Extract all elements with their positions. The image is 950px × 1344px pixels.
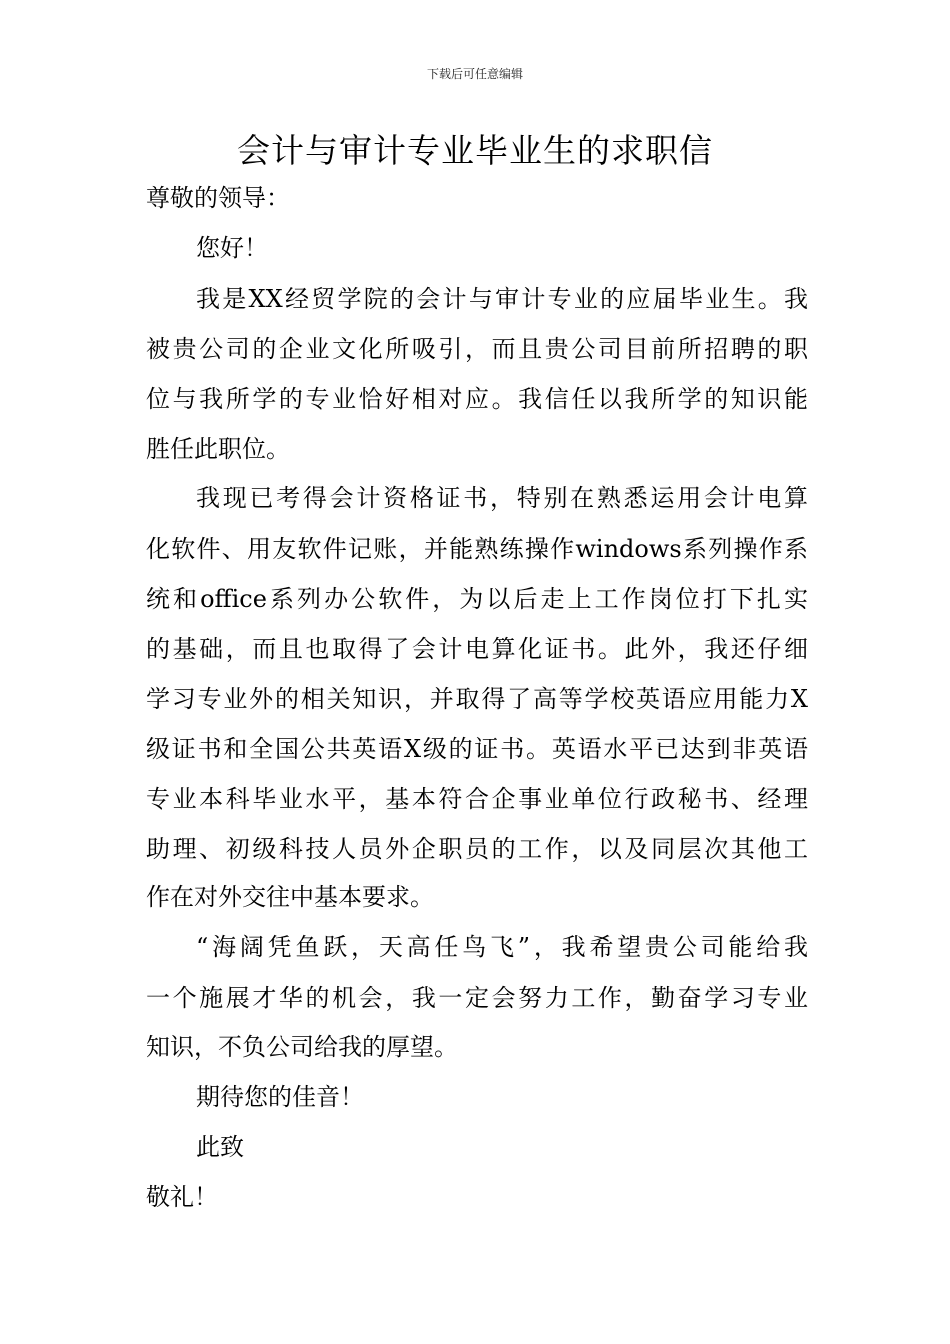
salutation: 尊敬的领导： <box>146 184 290 212</box>
paragraph-1-line-1: 我是XX经贸学院的会计与审计专业的应届毕业生。我 <box>196 285 808 313</box>
paragraph-2-line-5: 学习专业外的相关知识，并取得了高等学校英语应用能力X <box>146 685 808 713</box>
paragraph-2-line-1: 我现已考得会计资格证书，特别在熟悉运用会计电算 <box>196 484 808 512</box>
paragraph-1-line-2: 被贵公司的企业文化所吸引，而且贵公司目前所招聘的职 <box>146 335 808 363</box>
page-title: 会计与审计专业毕业生的求职信 <box>237 131 713 170</box>
paragraph-1-line-4: 胜任此职位。 <box>146 435 290 463</box>
closing-jingli: 敬礼！ <box>146 1183 218 1211</box>
paragraph-2-line-2: 化软件、用友软件记账，并能熟练操作windows系列操作系 <box>146 535 808 563</box>
paragraph-1-line-3: 位与我所学的专业恰好相对应。我信任以我所学的知识能 <box>146 385 808 413</box>
header-note: 下载后可任意编辑 <box>426 67 523 81</box>
paragraph-3-line-3: 知识，不负公司给我的厚望。 <box>146 1033 458 1061</box>
closing-hope: 期待您的佳音！ <box>196 1083 364 1111</box>
paragraph-2-line-4: 的基础，而且也取得了会计电算化证书。此外，我还仔细 <box>146 635 808 663</box>
paragraph-2-line-8: 助理、初级科技人员外企职员的工作，以及同层次其他工 <box>146 835 808 863</box>
closing-cizhi: 此致 <box>196 1133 244 1161</box>
paragraph-2-line-6: 级证书和全国公共英语X级的证书。英语水平已达到非英语 <box>146 735 808 763</box>
paragraph-3-line-2: 一个施展才华的机会，我一定会努力工作，勤奋学习专业 <box>146 984 808 1012</box>
paragraph-2-line-9: 作在对外交往中基本要求。 <box>146 883 434 911</box>
paragraph-2-line-3: 统和office系列办公软件，为以后走上工作岗位打下扎实 <box>146 585 808 613</box>
paragraph-2-line-7: 专业本科毕业水平，基本符合企事业单位行政秘书、经理 <box>146 785 808 813</box>
paragraph-3-line-1: “海阔凭鱼跃，天高任鸟飞”，我希望贵公司能给我 <box>196 933 808 961</box>
greeting: 您好！ <box>196 234 268 262</box>
